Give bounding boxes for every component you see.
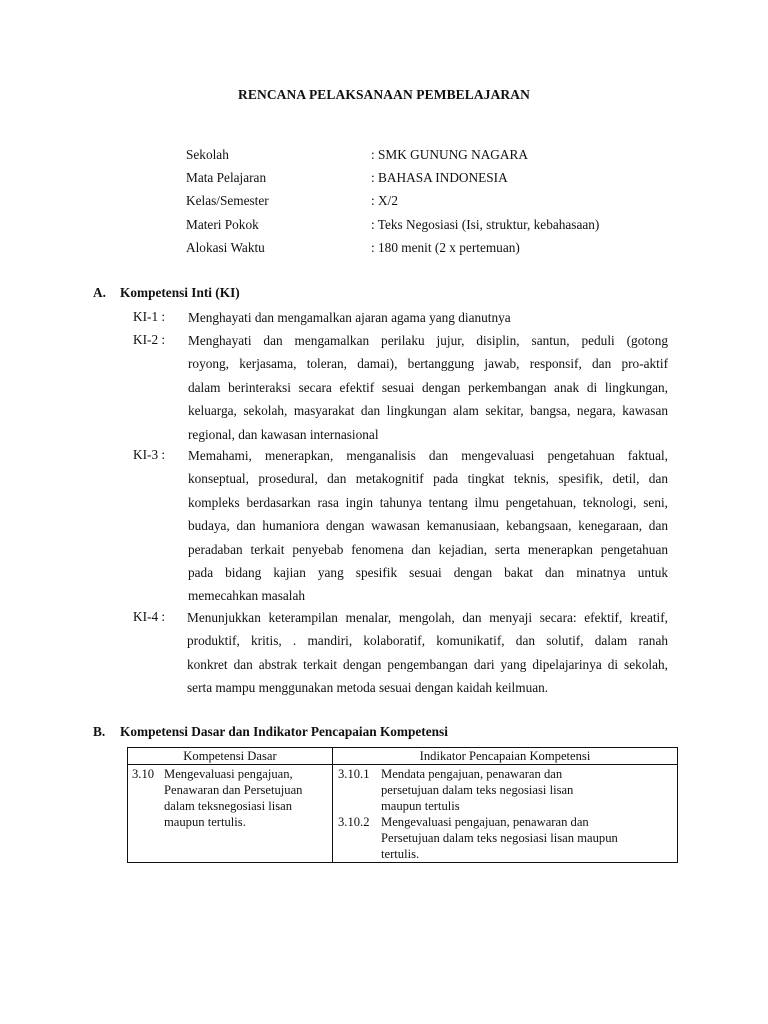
ki-line: peradaban terkait penyebab fenomena dan kejadian, serta menerapkan pengetahuan: [188, 541, 668, 557]
kd-number: 3.10: [132, 767, 155, 781]
ki-line: Menghayati dan mengamalkan ajaran agama yang dianutnya: [188, 310, 511, 325]
document-title: RENCANA PELAKSANAAN PEMBELAJARAN: [238, 87, 530, 102]
ki-line: serta mampu menggunakan metoda sesuai dengan kaidah keilmuan.: [187, 680, 549, 696]
ki-item: [133, 329, 668, 446]
ki-text: [188, 329, 668, 446]
ki-line: keluarga, sekolah, masyarakat dan lingkungan alam sekitar, bangsa, negara, kawasan: [188, 403, 668, 419]
ki-code: KI-3 :: [133, 447, 166, 462]
info-label: Materi Pokok: [186, 216, 259, 232]
kd-line: maupun tertulis.: [164, 815, 246, 829]
ki-line: Menghayati dan mengamalkan perilaku jujur, disiplin, santun, peduli (gotong: [188, 333, 668, 348]
section-a-heading: [93, 285, 240, 301]
ki-line: produktif, kritis, . mandiri, kolaboratif, komunikatif, dan solutif, dalam ranah: [187, 633, 668, 649]
ipk-number: 3.10.1: [338, 767, 370, 781]
ki-code: KI-2 :: [133, 332, 166, 347]
ki-line: royong, kerjasama, toleran, damai), bertanggung jawab, responsif, dan pro-aktif: [188, 356, 668, 372]
ki-line: pada bidang kajian yang spesifik sesuai dengan bakat dan minatnya untuk: [188, 564, 668, 580]
ki-code: KI-4 :: [133, 609, 166, 624]
kd-line: Penawaran dan Persetujuan: [164, 783, 303, 797]
ki-text: [188, 306, 668, 329]
ki-line: memecahkan masalah: [188, 588, 306, 604]
info-label: Kelas/Semester: [186, 193, 269, 209]
kd-item: [128, 765, 332, 830]
ipk-line: persetujuan dalam teks negosiasi lisan: [381, 783, 574, 797]
section-title: Kompetensi Inti (KI): [120, 285, 240, 300]
ipk-line: Mendata pengajuan, penawaran dan: [381, 767, 563, 781]
ki-text: [188, 444, 668, 608]
info-value: : BAHASA INDONESIA: [371, 170, 508, 186]
ki-line: konseptual, prosedural, dan metakognitif pada tingkat teknis, spesifik, detil, dan: [188, 471, 668, 487]
ki-line: konkret dan abstrak terkait dengan pengembangan dari yang dipelajarinya di sekolah,: [187, 656, 668, 672]
ipk-number: 3.10.2: [338, 815, 370, 829]
ki-text: [187, 606, 668, 700]
ipk-line: maupun tertulis: [381, 799, 460, 813]
table-header-kd: Kompetensi Dasar: [128, 748, 333, 765]
kd-line: Mengevaluasi pengajuan,: [164, 767, 293, 781]
info-label: Alokasi Waktu: [186, 239, 265, 255]
ki-line: budaya, dan humaniora dengan wawasan kemanusiaan, kebangsaan, kenegaraan, dan: [188, 518, 668, 534]
ki-code: KI-1 :: [133, 309, 166, 324]
ipk-cell: [333, 765, 678, 863]
ki-item: [133, 444, 668, 608]
info-value: : 180 menit (2 x pertemuan): [371, 239, 520, 255]
section-b-heading: [93, 724, 448, 740]
section-letter: A.: [93, 285, 106, 300]
competency-table: [127, 747, 678, 863]
table-row: [128, 765, 678, 863]
ki-item: [133, 606, 668, 700]
info-value: : SMK GUNUNG NAGARA: [371, 147, 528, 162]
section-letter: B.: [93, 724, 106, 739]
ipk-line: Mengevaluasi pengajuan, penawaran dan: [381, 815, 589, 829]
table-header-ipk: Indikator Pencapaian Kompetensi: [333, 748, 678, 765]
ipk-line: Persetujuan dalam teks negosiasi lisan maupun: [381, 831, 618, 845]
info-value: : X/2: [371, 193, 398, 209]
ki-item: [133, 306, 668, 329]
ipk-item: [333, 814, 677, 862]
info-value: : Teks Negosiasi (Isi, struktur, kebahasaan): [371, 216, 600, 232]
ki-line: Menunjukkan keterampilan menalar, mengolah, dan menyaji secara: efektif, kreatif,: [187, 610, 668, 625]
ipk-item: [333, 765, 677, 814]
info-label: Sekolah: [186, 147, 229, 162]
ipk-line: tertulis.: [381, 847, 420, 861]
kd-line: dalam teksnegosiasi lisan: [164, 799, 293, 813]
ki-line: dalam berinteraksi secara efektif sesuai dengan perkembangan anak di lingkungan,: [188, 379, 668, 395]
ki-line: Memahami, menerapkan, menganalisis dan mengevaluasi pengetahuan faktual,: [188, 448, 668, 463]
table-header-row: [128, 748, 678, 765]
info-label: Mata Pelajaran: [186, 170, 267, 186]
ki-line: kompleks berdasarkan rasa ingin tahunya tentang ilmu pengetahuan, teknologi, seni,: [188, 494, 668, 510]
kd-cell: [128, 765, 333, 863]
ki-line: regional, dan kawasan internasional: [188, 426, 379, 442]
section-title: Kompetensi Dasar dan Indikator Pencapaian Kompetensi: [120, 724, 448, 739]
